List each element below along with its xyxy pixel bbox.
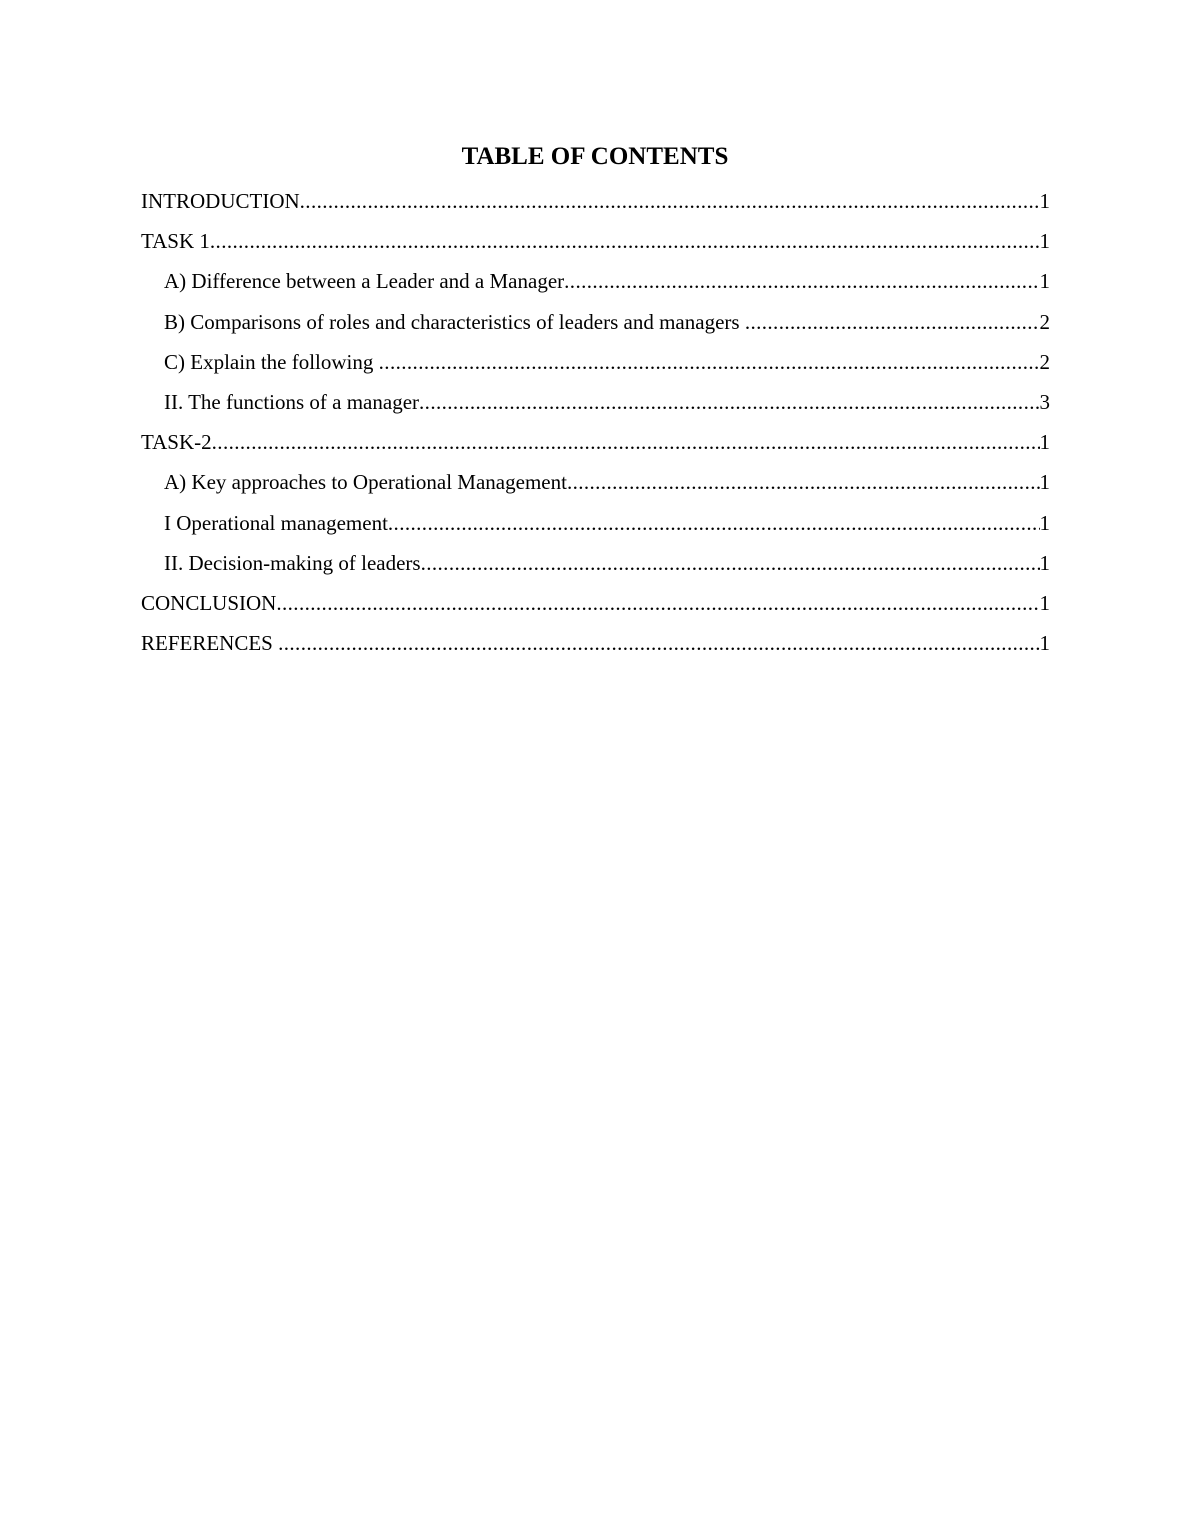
toc-entry-task-1[interactable] <box>141 223 1050 263</box>
toc-entry-operational-management[interactable] <box>141 505 1050 545</box>
toc-page-number: 2 <box>1039 349 1050 374</box>
toc-entry-explain-following[interactable] <box>141 344 1050 384</box>
toc-entry-text: CONCLUSION <box>141 590 277 615</box>
toc-page-number: 1 <box>1039 229 1050 254</box>
toc-page-number: 3 <box>1039 389 1050 414</box>
toc-page-number: 1 <box>1039 470 1050 495</box>
toc-page-number: 1 <box>1039 189 1050 213</box>
toc-entry-introduction[interactable] <box>141 183 1050 223</box>
toc-entry-references[interactable] <box>141 625 1050 665</box>
toc-page-number: 1 <box>1039 430 1050 455</box>
toc-entry-text: TASK 1 <box>141 229 210 254</box>
toc-page-number: 1 <box>1039 510 1050 535</box>
toc-dot-leader <box>745 304 1040 340</box>
toc-dot-leader <box>419 384 1039 420</box>
toc-dot-leader <box>567 464 1040 500</box>
toc-page-number: 1 <box>1039 631 1050 656</box>
toc-entry-manager-functions[interactable] <box>141 384 1050 424</box>
toc-entry-text: B) Comparisons of roles and characteristics of leaders and managers <box>164 309 745 334</box>
toc-dot-leader <box>564 263 1039 299</box>
toc-page-number: 1 <box>1039 590 1050 615</box>
toc-entry-conclusion[interactable] <box>141 585 1050 625</box>
toc-entry-operational-approaches[interactable] <box>141 464 1050 504</box>
toc-entry-text: II. Decision-making of leaders <box>164 550 421 575</box>
toc-dot-leader <box>278 625 1039 661</box>
toc-page-number: 1 <box>1039 269 1050 294</box>
toc-entry-roles-comparison[interactable] <box>141 304 1050 344</box>
toc-page-number: 2 <box>1039 309 1050 334</box>
toc-title: TABLE OF CONTENTS <box>461 143 729 170</box>
toc-entry-text: A) Key approaches to Operational Management <box>164 470 567 495</box>
toc-entry-text: II. The functions of a manager <box>164 389 420 414</box>
toc-entry-text: C) Explain the following <box>164 349 379 374</box>
toc-list <box>141 183 1050 665</box>
toc-entry-text: A) Difference between a Leader and a Manager <box>164 269 565 294</box>
toc-entry-text: TASK-2 <box>141 430 212 455</box>
toc-entry-task-2[interactable] <box>141 424 1050 464</box>
toc-entry-text: I Operational management <box>164 510 388 535</box>
toc-dot-leader <box>300 183 1040 219</box>
toc-entry-leader-manager-difference[interactable] <box>141 263 1050 303</box>
toc-dot-leader <box>379 344 1040 380</box>
toc-entry-text: INTRODUCTION <box>141 189 300 213</box>
toc-page-number: 1 <box>1039 550 1050 575</box>
toc-dot-leader <box>210 223 1040 259</box>
toc-entry-decision-making[interactable] <box>141 545 1050 585</box>
toc-dot-leader <box>421 545 1040 581</box>
toc-entry-text: REFERENCES <box>141 631 279 656</box>
toc-dot-leader <box>212 424 1040 460</box>
toc-dot-leader <box>388 505 1040 541</box>
toc-dot-leader <box>276 585 1039 621</box>
